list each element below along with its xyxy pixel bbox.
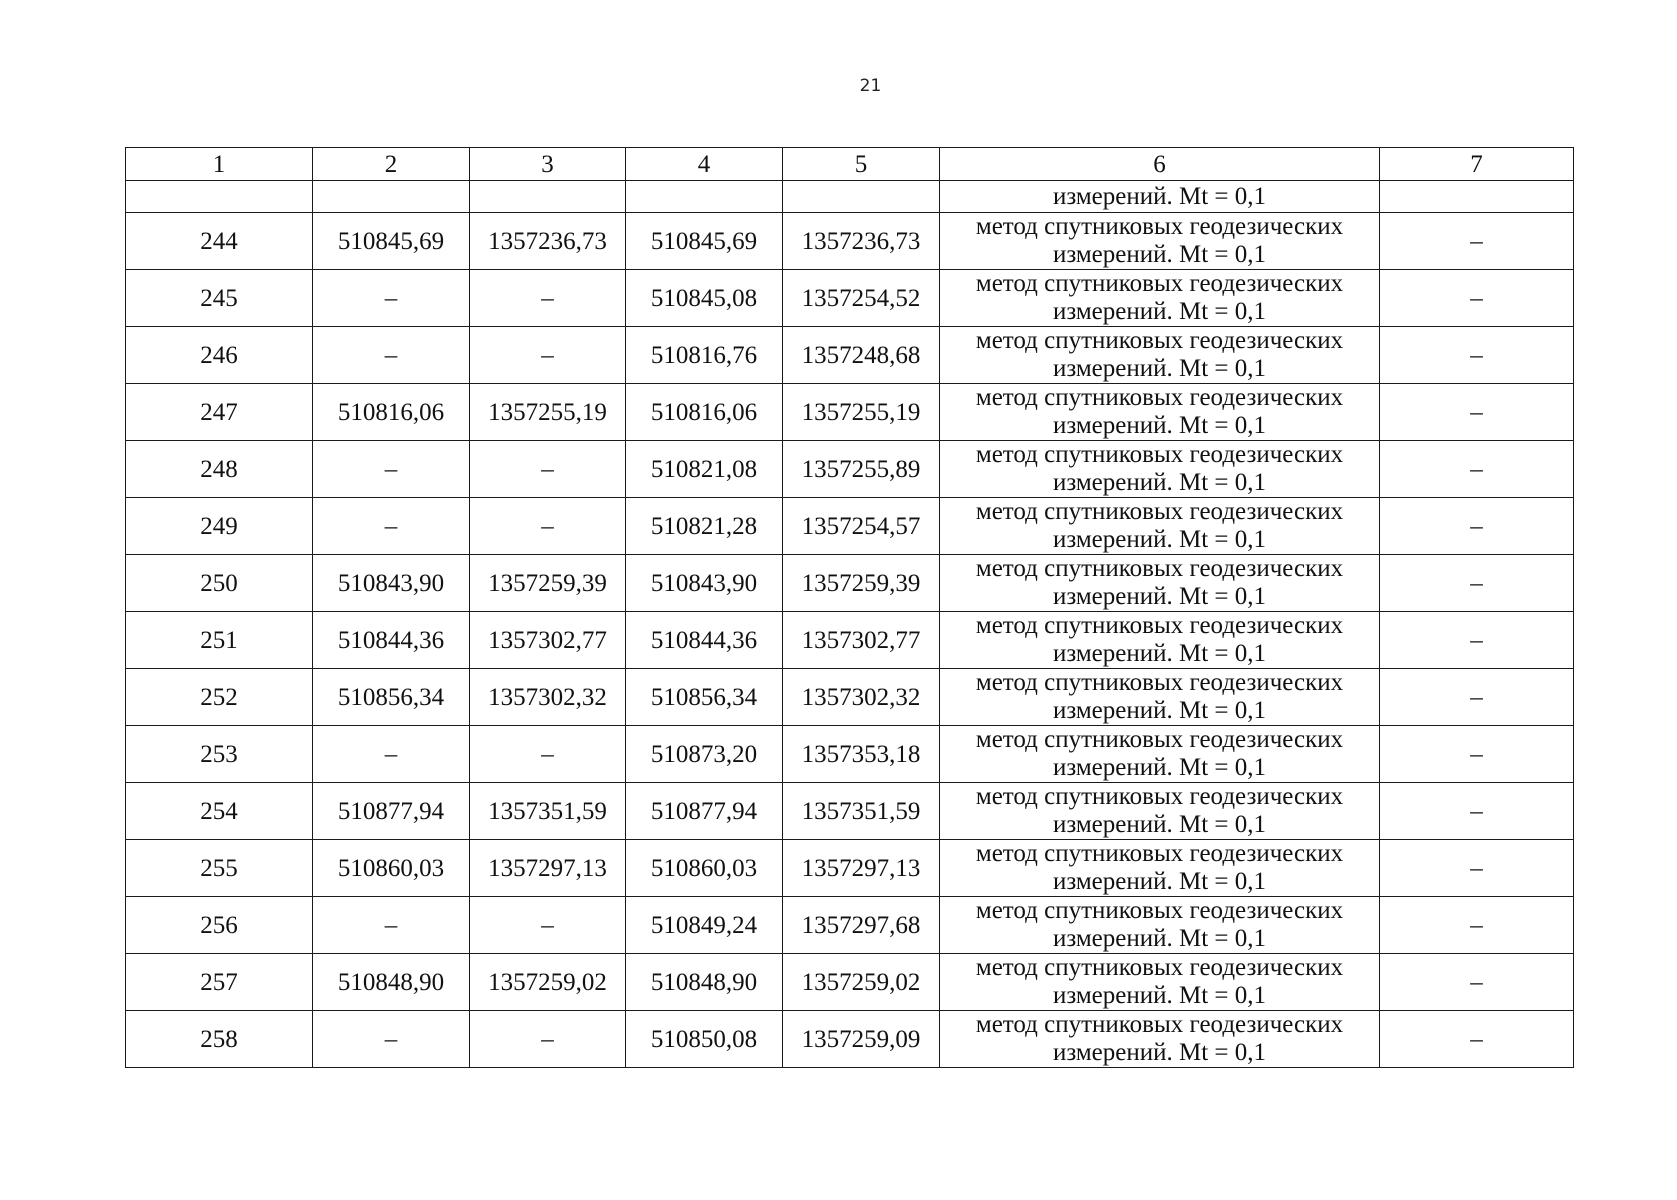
method-cell: измерений. Mt = 0,1 (940, 181, 1380, 213)
table-row (126, 327, 1574, 384)
note-cell: – (1380, 726, 1574, 783)
table-cell (783, 181, 940, 213)
x-existing-cell: 510848,90 (313, 954, 470, 1011)
x-new-cell: 510845,08 (626, 270, 783, 327)
point-number-cell: 247 (126, 384, 313, 441)
header-col-6: 6 (940, 148, 1380, 181)
table-row (126, 954, 1574, 1011)
method-text: метод спутниковых геодезических измерений. Mt = 0,1 (975, 327, 1344, 382)
x-existing-cell: – (313, 726, 470, 783)
note-cell: – (1380, 498, 1574, 555)
method-text: метод спутниковых геодезических измерений. Mt = 0,1 (975, 612, 1344, 667)
note-cell: – (1380, 954, 1574, 1011)
note-cell: – (1380, 1011, 1574, 1068)
x-new-cell: 510850,08 (626, 1011, 783, 1068)
method-text: метод спутниковых геодезических измерений. Mt = 0,1 (975, 1011, 1344, 1066)
y-existing-cell: 1357351,59 (470, 783, 626, 840)
y-new-cell: 1357297,13 (783, 840, 940, 897)
header-col-3: 3 (470, 148, 626, 181)
point-number-cell: 251 (126, 612, 313, 669)
method-text: метод спутниковых геодезических измерений. Mt = 0,1 (975, 384, 1344, 439)
point-number-cell: 257 (126, 954, 313, 1011)
table-cell (1380, 181, 1574, 213)
x-new-cell: 510845,69 (626, 213, 783, 270)
y-new-cell: 1357236,73 (783, 213, 940, 270)
point-number-cell: 244 (126, 213, 313, 270)
x-new-cell: 510821,28 (626, 498, 783, 555)
table-row (126, 612, 1574, 669)
method-cell (940, 327, 1380, 384)
x-new-cell: 510856,34 (626, 669, 783, 726)
x-new-cell: 510843,90 (626, 555, 783, 612)
x-existing-cell: 510860,03 (313, 840, 470, 897)
table-row (126, 270, 1574, 327)
table-row (126, 1011, 1574, 1068)
table-row (126, 840, 1574, 897)
method-cell (940, 213, 1380, 270)
y-new-cell: 1357351,59 (783, 783, 940, 840)
method-cell (940, 897, 1380, 954)
method-cell (940, 1011, 1380, 1068)
x-new-cell: 510873,20 (626, 726, 783, 783)
point-number-cell: 258 (126, 1011, 313, 1068)
point-number-cell: 252 (126, 669, 313, 726)
method-text: метод спутниковых геодезических измерений. Mt = 0,1 (975, 213, 1344, 268)
table-row (126, 213, 1574, 270)
header-col-7: 7 (1380, 148, 1574, 181)
note-cell: – (1380, 441, 1574, 498)
method-cell (940, 954, 1380, 1011)
x-existing-cell: 510843,90 (313, 555, 470, 612)
continuation-row (126, 181, 1574, 213)
y-existing-cell: 1357236,73 (470, 213, 626, 270)
method-cell (940, 498, 1380, 555)
x-new-cell: 510816,76 (626, 327, 783, 384)
x-existing-cell: – (313, 1011, 470, 1068)
header-col-2: 2 (313, 148, 470, 181)
y-new-cell: 1357259,02 (783, 954, 940, 1011)
y-existing-cell: 1357259,39 (470, 555, 626, 612)
table-row (126, 384, 1574, 441)
method-text: метод спутниковых геодезических измерений. Mt = 0,1 (975, 954, 1344, 1009)
y-existing-cell: – (470, 327, 626, 384)
x-existing-cell: – (313, 270, 470, 327)
table-cell (313, 181, 470, 213)
header-col-1: 1 (126, 148, 313, 181)
x-existing-cell: – (313, 498, 470, 555)
x-new-cell: 510821,08 (626, 441, 783, 498)
y-new-cell: 1357255,89 (783, 441, 940, 498)
note-cell: – (1380, 612, 1574, 669)
y-new-cell: 1357297,68 (783, 897, 940, 954)
method-text: метод спутниковых геодезических измерений. Mt = 0,1 (975, 897, 1344, 952)
point-number-cell: 253 (126, 726, 313, 783)
y-existing-cell: 1357302,32 (470, 669, 626, 726)
table-row (126, 783, 1574, 840)
x-existing-cell: 510856,34 (313, 669, 470, 726)
y-new-cell: 1357255,19 (783, 384, 940, 441)
x-new-cell: 510849,24 (626, 897, 783, 954)
y-existing-cell: – (470, 1011, 626, 1068)
y-new-cell: 1357248,68 (783, 327, 940, 384)
table-row (126, 441, 1574, 498)
y-new-cell: 1357259,09 (783, 1011, 940, 1068)
point-number-cell: 245 (126, 270, 313, 327)
point-number-cell: 256 (126, 897, 313, 954)
x-existing-cell: – (313, 897, 470, 954)
note-cell: – (1380, 840, 1574, 897)
x-new-cell: 510848,90 (626, 954, 783, 1011)
y-new-cell: 1357302,32 (783, 669, 940, 726)
page-number: 21 (859, 76, 882, 96)
point-number-cell: 254 (126, 783, 313, 840)
y-existing-cell: 1357259,02 (470, 954, 626, 1011)
x-existing-cell: 510877,94 (313, 783, 470, 840)
table-row (126, 555, 1574, 612)
note-cell: – (1380, 213, 1574, 270)
method-text: метод спутниковых геодезических измерений. Mt = 0,1 (975, 555, 1344, 610)
method-text: метод спутниковых геодезических измерений. Mt = 0,1 (975, 270, 1344, 325)
table-row (126, 669, 1574, 726)
table-row (126, 498, 1574, 555)
x-new-cell: 510816,06 (626, 384, 783, 441)
method-cell (940, 555, 1380, 612)
method-cell (940, 441, 1380, 498)
y-existing-cell: – (470, 897, 626, 954)
method-cell (940, 840, 1380, 897)
point-number-cell: 246 (126, 327, 313, 384)
note-cell: – (1380, 384, 1574, 441)
method-text: метод спутниковых геодезических измерений. Mt = 0,1 (975, 726, 1344, 781)
table-row (126, 726, 1574, 783)
y-existing-cell: – (470, 270, 626, 327)
method-cell (940, 669, 1380, 726)
table-row (126, 897, 1574, 954)
point-number-cell: 250 (126, 555, 313, 612)
x-existing-cell: 510845,69 (313, 213, 470, 270)
table-cell (126, 181, 313, 213)
point-number-cell: 248 (126, 441, 313, 498)
coordinates-table (125, 147, 1574, 1068)
note-cell: – (1380, 897, 1574, 954)
x-existing-cell: – (313, 441, 470, 498)
y-existing-cell: 1357255,19 (470, 384, 626, 441)
y-existing-cell: 1357302,77 (470, 612, 626, 669)
method-text: метод спутниковых геодезических измерений. Mt = 0,1 (975, 783, 1344, 838)
note-cell: – (1380, 327, 1574, 384)
note-cell: – (1380, 783, 1574, 840)
x-existing-cell: 510816,06 (313, 384, 470, 441)
point-number-cell: 249 (126, 498, 313, 555)
method-cell (940, 270, 1380, 327)
x-new-cell: 510877,94 (626, 783, 783, 840)
method-text: метод спутниковых геодезических измерений. Mt = 0,1 (975, 669, 1344, 724)
y-new-cell: 1357353,18 (783, 726, 940, 783)
y-new-cell: 1357254,52 (783, 270, 940, 327)
header-col-5: 5 (783, 148, 940, 181)
y-new-cell: 1357259,39 (783, 555, 940, 612)
x-existing-cell: – (313, 327, 470, 384)
method-cell (940, 726, 1380, 783)
method-text: метод спутниковых геодезических измерений. Mt = 0,1 (975, 441, 1344, 496)
method-cell (940, 384, 1380, 441)
note-cell: – (1380, 270, 1574, 327)
table-cell (470, 181, 626, 213)
y-new-cell: 1357302,77 (783, 612, 940, 669)
method-text: метод спутниковых геодезических измерений. Mt = 0,1 (975, 840, 1344, 895)
header-row (126, 148, 1574, 181)
note-cell: – (1380, 555, 1574, 612)
x-new-cell: 510860,03 (626, 840, 783, 897)
y-existing-cell: 1357297,13 (470, 840, 626, 897)
method-cell (940, 783, 1380, 840)
x-existing-cell: 510844,36 (313, 612, 470, 669)
y-new-cell: 1357254,57 (783, 498, 940, 555)
y-existing-cell: – (470, 726, 626, 783)
header-col-4: 4 (626, 148, 783, 181)
x-new-cell: 510844,36 (626, 612, 783, 669)
table-cell (626, 181, 783, 213)
point-number-cell: 255 (126, 840, 313, 897)
note-cell: – (1380, 669, 1574, 726)
y-existing-cell: – (470, 441, 626, 498)
y-existing-cell: – (470, 498, 626, 555)
method-cell (940, 612, 1380, 669)
method-text: метод спутниковых геодезических измерений. Mt = 0,1 (975, 498, 1344, 553)
